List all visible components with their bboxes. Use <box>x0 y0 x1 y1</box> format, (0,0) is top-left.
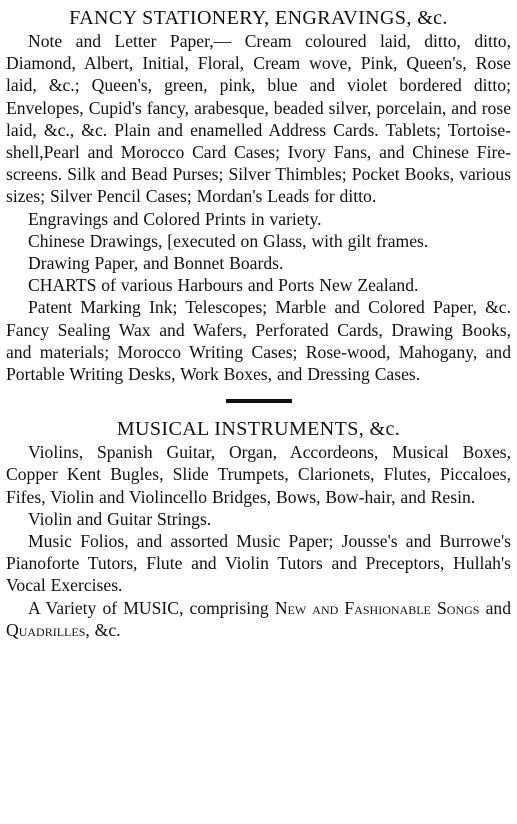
music-section <box>6 415 511 641</box>
music-last-end: , &c. <box>85 619 121 640</box>
music-last-before: A Variety of MUSIC, comprising <box>28 597 269 618</box>
music-paragraph-last <box>6 597 511 641</box>
music-paragraph: Music Folios, and assorted Music Paper; Jousse's and Burrowe's Pianoforte Tutors, Flute and Violin Tutors and Preceptors, Hullah's Vocal Exercises. <box>6 531 511 596</box>
music-paragraph: Violins, Spanish Guitar, Organ, Accordeons, Musical Boxes, Copper Kent Bugles, Slide Trumpets, Clarionets, Flutes, Piccaloes, Fifes, Violin and Violincello Bridges, Bows, Bow-hair, and Resin. <box>6 442 511 507</box>
music-last-and: and <box>485 597 512 618</box>
stationery-paragraph: Note and Letter Paper,— Cream coloured laid, ditto, ditto, Diamond, Albert, Initial, Floral, Cream wove, Pink, Queen's, Rose laid, &c.; Queen's, green, pink, blue and violet bordered ditto; Envelopes, Cupid's fancy, arabesque, beaded silver, porcelain, and rose laid, &c., &c. Plain and enamelled Address Cards. Tablets; Tortoise-shell,Pearl and Morocco Card Cases; Ivory Fans, and Chinese Fire-screens. Silk and Bead Purses; Silver Thimbles; Pocket Books, various sizes; Silver Pencil Cases; Mordan's Leads for ditto. <box>6 31 511 207</box>
section-divider <box>226 399 292 403</box>
stationery-paragraph: Engravings and Colored Prints in variety. <box>28 208 322 229</box>
quadrilles-text: Quadrilles <box>6 619 86 640</box>
stationery-section <box>6 4 511 385</box>
stationery-paragraph: Patent Marking Ink; Telescopes; Marble and Colored Paper, &c. Fancy Sealing Wax and Wafers, Perforated Cards, Drawing Books, and materials; Morocco Writing Cases; Rose-wood, Mahogany, and Portable Writing Desks, Work Boxes, and Dressing Cases. <box>6 297 511 385</box>
stationery-paragraph: Drawing Paper, and Bonnet Boards. <box>28 253 284 274</box>
stationery-paragraph: CHARTS of various Harbours and Ports New Zealand. <box>28 275 419 296</box>
stationery-heading: FANCY STATIONERY, ENGRAVINGS, &c. <box>69 7 448 29</box>
music-heading: MUSICAL INSTRUMENTS, &c. <box>116 418 401 441</box>
new-songs-text: New and Fashionable Songs <box>274 597 480 618</box>
stationery-paragraph: Chinese Drawings, [executed on Glass, with gilt frames. <box>28 230 429 251</box>
music-paragraph: Violin and Guitar Strings. <box>28 508 212 529</box>
